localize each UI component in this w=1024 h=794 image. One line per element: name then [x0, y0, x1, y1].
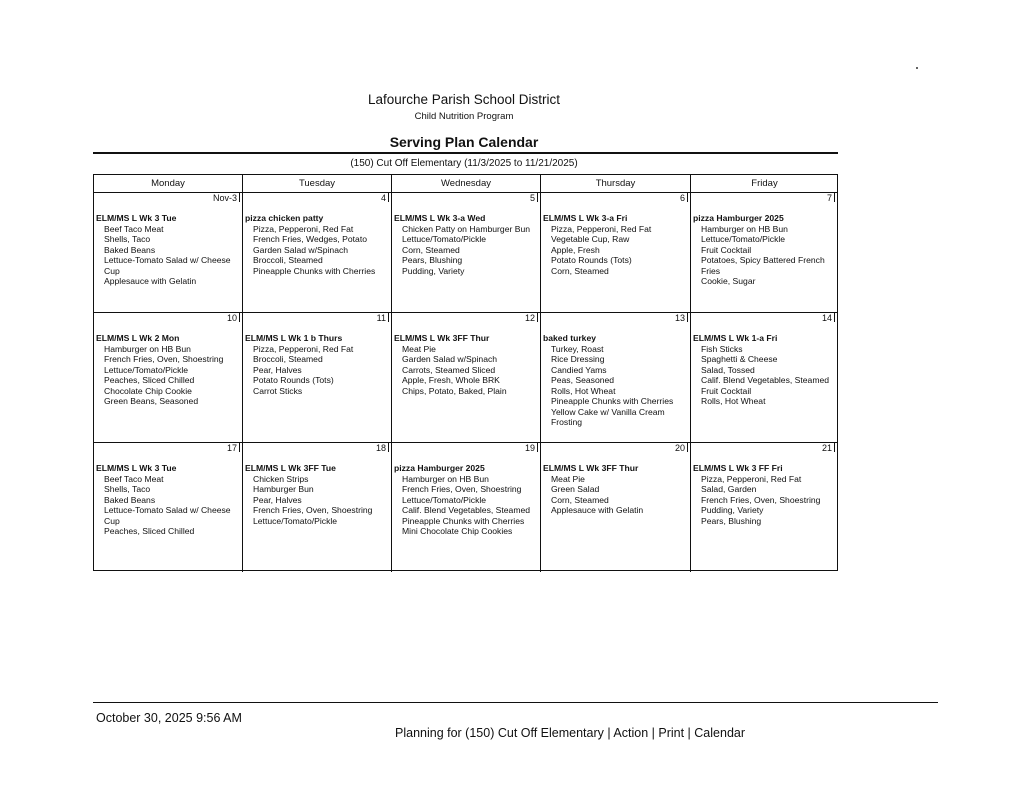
- menu-item: Garden Salad w/Spinach: [402, 354, 498, 364]
- menu-block: [392, 213, 540, 276]
- menu-block: [94, 463, 242, 537]
- menu-item: Pears, Blushing: [701, 515, 762, 526]
- date-number: 11: [243, 313, 391, 324]
- menu-item: Lettuce/Tomato/Pickle: [402, 234, 487, 244]
- menu-item: Meat Pie: [551, 473, 585, 484]
- menu-item: Corn, Steamed: [551, 494, 609, 505]
- menu-title: ELM/MS L Wk 3 Tue: [96, 213, 177, 223]
- menu-title: ELM/MS L Wk 3 FF Fri: [693, 463, 783, 473]
- footer-rule: [93, 702, 938, 703]
- menu-item: Peas, Seasoned: [551, 375, 615, 385]
- menu-item: Shells, Taco: [104, 484, 151, 494]
- menu-block: [243, 333, 391, 396]
- menu-item: French Fries, Oven, Shoestring: [253, 505, 373, 515]
- date-number: Nov-3: [94, 193, 242, 204]
- menu-item: Lettuce-Tomato Salad w/ Cheese Cup: [104, 255, 231, 276]
- menu-item: Pear, Halves: [253, 364, 302, 375]
- menu-title: ELM/MS L Wk 3FF Thur: [394, 333, 490, 343]
- menu-item: Beef Taco Meat: [104, 223, 164, 234]
- day-cell: [94, 313, 242, 443]
- menu-item: Fruit Cocktail: [701, 244, 752, 255]
- menu-item: Chocolate Chip Cookie: [104, 385, 192, 396]
- page-title: Serving Plan Calendar: [389, 134, 539, 150]
- menu-title: ELM/MS L Wk 3FF Tue: [245, 463, 336, 473]
- date-number: 5: [392, 193, 540, 204]
- menu-item: Chicken Strips: [253, 473, 309, 484]
- menu-item: Green Beans, Seasoned: [104, 396, 199, 406]
- menu-item: Pizza, Pepperoni, Red Fat: [253, 343, 354, 354]
- menu-item: Apple, Fresh: [551, 244, 600, 255]
- menu-item: Lettuce-Tomato Salad w/ Cheese Cup: [104, 505, 231, 526]
- menu-item: Salad, Tossed: [701, 364, 755, 375]
- menu-item: Hamburger on HB Bun: [402, 473, 489, 484]
- day-cell: [391, 313, 540, 443]
- menu-item: Pudding, Variety: [402, 265, 465, 276]
- menu-item: Spaghetti & Cheese: [701, 354, 778, 364]
- menu-item: Hamburger on HB Bun: [701, 223, 788, 234]
- menu-item: Meat Pie: [402, 343, 436, 354]
- menu-item: Baked Beans: [104, 244, 156, 255]
- menu-title: ELM/MS L Wk 3-a Wed: [394, 213, 486, 223]
- action-link[interactable]: Action: [613, 726, 649, 740]
- title-rule: [93, 152, 838, 154]
- footer-nav: [395, 726, 745, 740]
- menu-item: Yellow Cake w/ Vanilla Cream Frosting: [551, 406, 665, 427]
- menu-item: Turkey, Roast: [551, 343, 604, 354]
- menu-block: [691, 463, 837, 526]
- menu-block: [94, 213, 242, 287]
- calendar-link[interactable]: Calendar: [694, 726, 746, 740]
- district-title: Lafourche Parish School District: [367, 92, 561, 107]
- date-number: 12: [392, 313, 540, 324]
- menu-title: baked turkey: [543, 333, 597, 343]
- menu-item: French Fries, Oven, Shoestring: [104, 354, 224, 364]
- menu-block: [691, 213, 837, 287]
- menu-item: Corn, Steamed: [551, 265, 609, 276]
- menu-item: Broccoli, Steamed: [253, 255, 323, 265]
- menu-item: Calif. Blend Vegetables, Steamed: [402, 505, 531, 515]
- date-number: 18: [243, 443, 391, 454]
- menu-block: [541, 463, 690, 516]
- speck-mark: [916, 67, 918, 69]
- menu-item: French Fries, Oven, Shoestring: [402, 484, 522, 494]
- day-cell: [391, 193, 540, 313]
- planning-label: Planning for (150) Cut Off Elementary: [395, 726, 604, 740]
- menu-title: pizza chicken patty: [245, 213, 324, 223]
- menu-item: Pudding, Variety: [701, 505, 764, 515]
- menu-item: Applesauce with Gelatin: [551, 505, 644, 515]
- date-number: 10: [94, 313, 242, 324]
- day-cell: [690, 443, 837, 572]
- weekday-header-row: [94, 175, 837, 193]
- menu-item: Broccoli, Steamed: [253, 354, 323, 364]
- date-number: 14: [691, 313, 837, 324]
- program-name: Child Nutrition Program: [414, 111, 514, 122]
- menu-item: Vegetable Cup, Raw: [551, 234, 630, 244]
- day-cell: [242, 313, 391, 443]
- menu-block: [541, 213, 690, 276]
- menu-item: Pizza, Pepperoni, Red Fat: [701, 473, 802, 484]
- menu-item: Pizza, Pepperoni, Red Fat: [253, 223, 354, 234]
- date-number: 17: [94, 443, 242, 454]
- menu-item: Pizza, Pepperoni, Red Fat: [551, 223, 652, 234]
- menu-item: Pear, Halves: [253, 494, 302, 505]
- menu-item: Corn, Steamed: [402, 244, 460, 255]
- menu-item: Lettuce/Tomato/Pickle: [104, 364, 189, 375]
- menu-item: Potato Rounds (Tots): [551, 255, 632, 265]
- menu-item: Calif. Blend Vegetables, Steamed: [701, 375, 830, 385]
- printed-timestamp: October 30, 2025 9:56 AM: [96, 711, 242, 725]
- menu-block: [94, 333, 242, 407]
- menu-item: Pineapple Chunks with Cherries: [551, 396, 674, 406]
- menu-item: Potato Rounds (Tots): [253, 375, 334, 385]
- menu-block: [392, 333, 540, 396]
- separator: |: [648, 726, 659, 740]
- menu-title: ELM/MS L Wk 1-a Fri: [693, 333, 778, 343]
- menu-item: Chips, Potato, Baked, Plain: [402, 385, 507, 396]
- date-number: 21: [691, 443, 837, 454]
- menu-title: pizza Hamburger 2025: [693, 213, 784, 223]
- date-number: 7: [691, 193, 837, 204]
- menu-item: Garden Salad w/Spinach: [253, 244, 349, 255]
- menu-item: Apple, Fresh, Whole BRK: [402, 375, 500, 385]
- menu-item: Carrot Sticks: [253, 385, 303, 396]
- weekday-tuesday: Tuesday: [242, 175, 391, 192]
- menu-item: Lettuce/Tomato/Pickle: [253, 515, 338, 526]
- date-number: 6: [541, 193, 690, 204]
- menu-block: [392, 463, 540, 537]
- weekday-thursday: Thursday: [540, 175, 690, 192]
- menu-item: Salad, Garden: [701, 484, 757, 494]
- menu-item: Pineapple Chunks with Cherries: [402, 515, 525, 526]
- school-date-range: (150) Cut Off Elementary (11/3/2025 to 11/21/2025): [350, 158, 578, 169]
- menu-item: Beef Taco Meat: [104, 473, 164, 484]
- menu-title: ELM/MS L Wk 3FF Thur: [543, 463, 639, 473]
- menu-item: Carrots, Steamed Sliced: [402, 364, 496, 375]
- weekday-monday: Monday: [151, 178, 185, 189]
- day-cell: [94, 443, 242, 572]
- menu-item: Rolls, Hot Wheat: [701, 396, 766, 406]
- date-number: 20: [541, 443, 690, 454]
- menu-item: French Fries, Oven, Shoestring: [701, 494, 821, 505]
- menu-item: French Fries, Wedges, Potato: [253, 234, 367, 244]
- menu-item: Hamburger Bun: [253, 484, 314, 494]
- day-cell: [94, 193, 242, 313]
- menu-item: Applesauce with Gelatin: [104, 276, 197, 286]
- day-cell: [242, 193, 391, 313]
- separator: |: [603, 726, 614, 740]
- menu-item: Peaches, Sliced Chilled: [104, 526, 195, 536]
- menu-item: Candied Yams: [551, 364, 607, 375]
- day-cell: [242, 443, 391, 572]
- menu-title: ELM/MS L Wk 2 Mon: [96, 333, 180, 343]
- menu-item: Pears, Blushing: [402, 255, 463, 265]
- menu-item: Green Salad: [551, 484, 600, 494]
- menu-block: [243, 463, 391, 526]
- menu-item: Lettuce/Tomato/Pickle: [402, 494, 487, 505]
- menu-item: Shells, Taco: [104, 234, 151, 244]
- menu-title: ELM/MS L Wk 3 Tue: [96, 463, 177, 473]
- menu-item: Pineapple Chunks with Cherries: [253, 265, 376, 276]
- weekday-wednesday: Wednesday: [391, 175, 540, 192]
- menu-block: [541, 333, 690, 428]
- date-number: 19: [392, 443, 540, 454]
- menu-item: Rolls, Hot Wheat: [551, 385, 616, 396]
- menu-title: ELM/MS L Wk 3-a Fri: [543, 213, 628, 223]
- menu-block: [691, 333, 837, 407]
- menu-item: Lettuce/Tomato/Pickle: [701, 234, 786, 244]
- day-cell: [540, 443, 690, 572]
- separator: |: [684, 726, 695, 740]
- date-number: 4: [243, 193, 391, 204]
- menu-item: Fish Sticks: [701, 343, 743, 354]
- day-cell: [540, 193, 690, 313]
- menu-item: Baked Beans: [104, 494, 156, 505]
- day-cell: [391, 443, 540, 572]
- menu-item: Peaches, Sliced Chilled: [104, 375, 195, 385]
- menu-item: Cookie, Sugar: [701, 276, 756, 286]
- day-cell: [690, 193, 837, 313]
- day-cell: [690, 313, 837, 443]
- menu-item: Potatoes, Spicy Battered French Fries: [701, 255, 825, 276]
- menu-title: pizza Hamburger 2025: [394, 463, 485, 473]
- menu-item: Rice Dressing: [551, 354, 605, 364]
- menu-block: [243, 213, 391, 276]
- menu-item: Hamburger on HB Bun: [104, 343, 191, 354]
- day-cell: [540, 313, 690, 443]
- date-number: 13: [541, 313, 690, 324]
- menu-item: Chicken Patty on Hamburger Bun: [402, 223, 531, 234]
- menu-title: ELM/MS L Wk 1 b Thurs: [245, 333, 343, 343]
- calendar-table: [93, 174, 838, 571]
- print-link[interactable]: Print: [658, 726, 685, 740]
- menu-item: Fruit Cocktail: [701, 385, 752, 396]
- weekday-friday: Friday: [690, 175, 838, 192]
- menu-item: Mini Chocolate Chip Cookies: [402, 526, 513, 536]
